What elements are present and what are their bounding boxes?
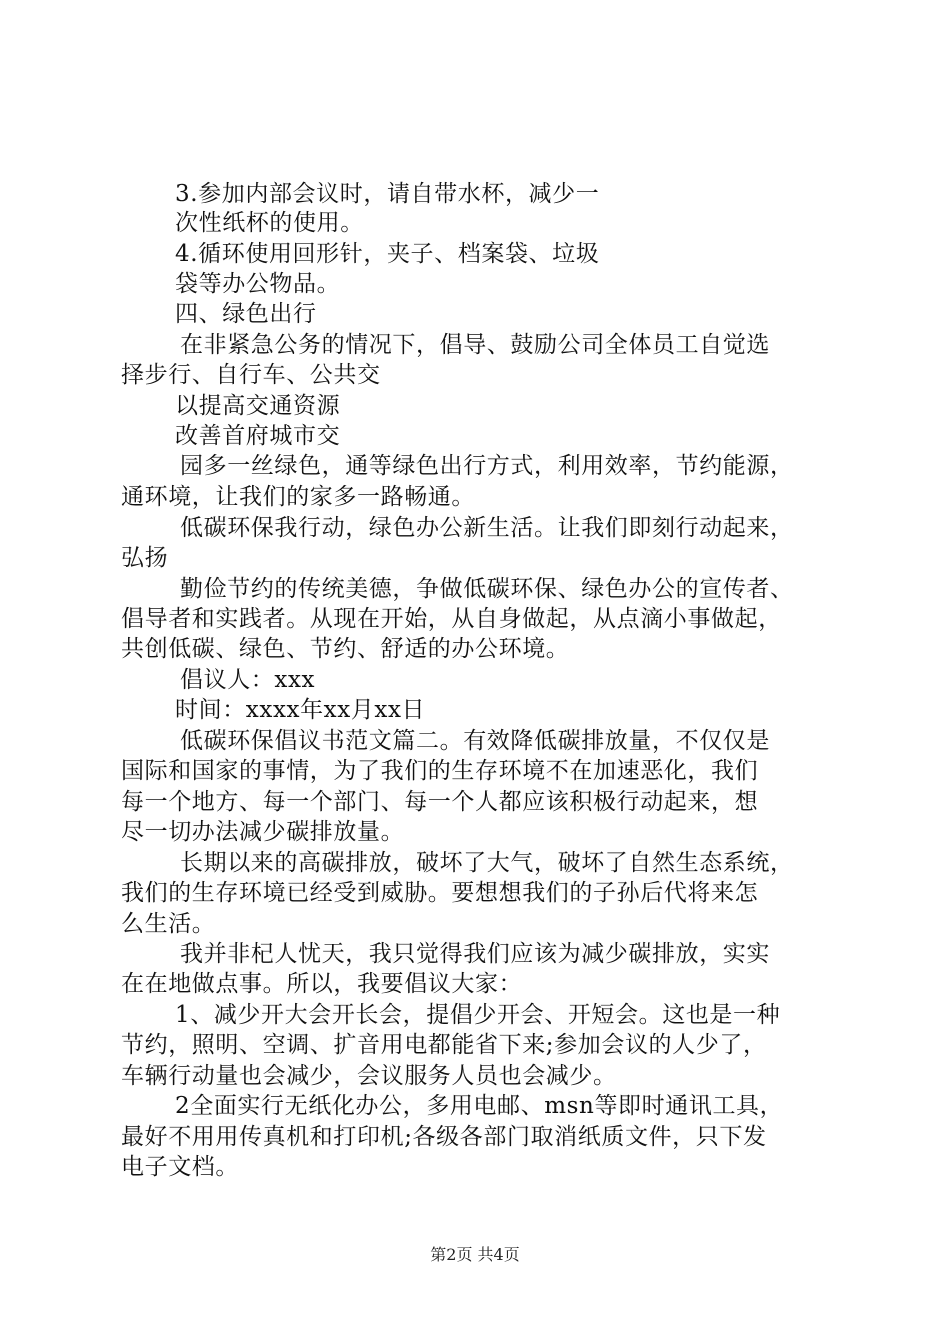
text-line: 袋等办公物品。 — [175, 271, 341, 297]
text-line: 改善首府城市交 — [175, 423, 341, 449]
date-line: 时间：xxxx年xx月xx日 — [175, 697, 426, 723]
list-item-line: 2全面实行无纸化办公，多用电邮、msn等即时通讯工具， — [175, 1093, 784, 1119]
text-line: 国际和国家的事情，为了我们的生存环境不在加速恶化，我们 — [121, 758, 759, 784]
text-line: 共创低碳、绿色、节约、舒适的办公环境。 — [121, 636, 570, 662]
text-line: 倡导者和实践者。从现在开始，从自身做起，从点滴小事做起， — [121, 606, 782, 632]
text-line: 长期以来的高碳排放，破坏了大气，破坏了自然生态系统， — [180, 850, 794, 876]
text-line: 低碳环保我行动，绿色办公新生活。让我们即刻行动起来， — [180, 515, 794, 541]
text-line: 4.循环使用回形针，夹子、档案袋、垃圾 — [175, 241, 600, 267]
text-line: 我们的生存环境已经受到威胁。要想想我们的子孙后代将来怎 — [121, 880, 759, 906]
text-line: 我并非杞人忧天，我只觉得我们应该为减少碳排放，实实 — [180, 941, 770, 967]
text-line: 3.参加内部会议时，请自带水杯，减少一 — [175, 181, 600, 207]
text-line: 低碳环保倡议书范文篇二。有效降低碳排放量，不仅仅是 — [180, 728, 770, 754]
signatory-line: 倡议人：xxx — [180, 667, 316, 693]
text-line: 最好不用用传真机和打印机;各级各部门取消纸质文件，只下发 — [121, 1124, 767, 1150]
text-line: 尽一切办法减少碳排放量。 — [121, 819, 405, 845]
text-line: 在非紧急公务的情况下，倡导、鼓励公司全体员工自觉选 — [180, 332, 770, 358]
text-line: 弘扬 — [121, 545, 169, 571]
section-heading: 四、绿色出行 — [175, 301, 317, 327]
text-line: 择步行、自行车、公共交 — [121, 362, 381, 388]
list-item-line: 1、减少开大会开长会，提倡少开会、开短会。这也是一种 — [175, 1002, 781, 1028]
text-line: 每一个地方、每一个部门、每一个人都应该积极行动起来，想 — [121, 789, 759, 815]
text-line: 在在地做点事。所以，我要倡议大家： — [121, 971, 523, 997]
text-line: 次性纸杯的使用。 — [175, 210, 364, 236]
text-line: 节约，照明、空调、扩音用电都能省下来;参加会议的人少了， — [121, 1032, 767, 1058]
text-line: 通环境，让我们的家多一路畅通。 — [121, 484, 475, 510]
text-line: 车辆行动量也会减少，会议服务人员也会减少。 — [121, 1063, 617, 1089]
text-line: 以提高交通资源 — [175, 393, 341, 419]
page-footer: 第2页 共4页 — [430, 1245, 520, 1264]
text-line: 电子文档。 — [121, 1154, 239, 1180]
text-line: 勤俭节约的传统美德，争做低碳环保、绿色办公的宣传者、 — [180, 576, 794, 602]
text-line: 园多一丝绿色，通等绿色出行方式，利用效率，节约能源， — [180, 453, 794, 479]
text-line: 么生活。 — [121, 911, 216, 937]
